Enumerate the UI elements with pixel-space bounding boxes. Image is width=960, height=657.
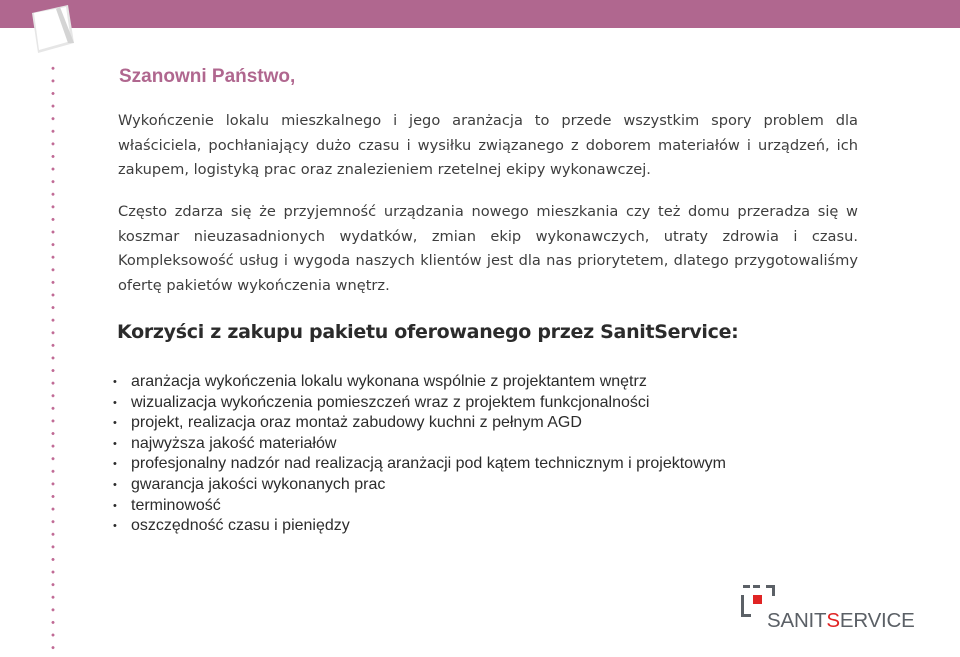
bullet-icon: • xyxy=(113,437,117,450)
benefit-text: projekt, realizacja oraz montaż zabudowy kuchni z pełnym AGD xyxy=(131,414,582,432)
offer-paragraph: Często zdarza się że przyjemność urządzania nowego mieszkania czy też domu przeradza się w koszmar nieuzasadnionych wydatków, zmian ekip wykonawczych, utraty zdrowia i czasu. Kompleksowość usług i wygoda naszych klientów jest dla nas priorytetem, dlatego przygotowaliśmy ofertę pakietów wykończenia wnętrz. xyxy=(118,203,858,294)
benefit-item xyxy=(113,372,726,393)
bullet-icon: • xyxy=(113,376,117,388)
benefit-item xyxy=(113,393,726,414)
benefit-text: najwyższa jakość materiałów xyxy=(131,434,337,452)
benefit-text: terminowość xyxy=(131,496,221,514)
benefit-item xyxy=(113,454,726,475)
benefits-list xyxy=(113,372,726,537)
benefit-text: aranżacja wykończenia lokalu wykonana wspólnie z projektantem wnętrz xyxy=(131,373,647,390)
bullet-icon: • xyxy=(113,520,117,533)
dotted-side-border xyxy=(51,62,55,652)
logo-wordmark: SANITSERVICE xyxy=(767,609,915,632)
sanitservice-logo xyxy=(739,583,949,635)
intro-paragraph: Wykończenie lokalu mieszkalnego i jego aranżacja to przede wszystkim spory problem dla właściciela, pochłaniający dużo czasu i wysiłku związanego z doborem materiałów i urządzeń, ich zakupem, logistyką prac oraz znalezieniem rzetelnej ekipy wykonawczej. xyxy=(118,112,858,178)
benefit-text: oszczędność czasu i pieniędzy xyxy=(131,517,350,535)
benefit-text: profesjonalny nadzór nad realizacją aranżacji pod kątem technicznym i projektowym xyxy=(131,455,726,473)
greeting-heading: Szanowni Państwo, xyxy=(119,66,296,87)
benefit-item xyxy=(113,516,726,537)
benefit-text: wizualizacja wykończenia pomieszczeń wraz z projektem funkcjonalności xyxy=(131,393,650,411)
bullet-icon: • xyxy=(113,458,117,471)
top-header-bar xyxy=(0,0,960,28)
benefits-heading: Korzyści z zakupu pakietu oferowanego przez SanitService: xyxy=(117,321,739,343)
benefit-item xyxy=(113,475,726,496)
bullet-icon: • xyxy=(113,478,117,491)
benefit-item xyxy=(113,413,726,434)
benefit-item xyxy=(113,496,726,517)
bullet-icon: • xyxy=(113,417,117,430)
benefit-text: gwarancja jakości wykonanych prac xyxy=(131,475,386,493)
benefit-item xyxy=(113,434,726,455)
bullet-icon: • xyxy=(113,499,117,512)
page-corner-icon xyxy=(30,3,76,55)
bullet-icon: • xyxy=(113,396,117,409)
